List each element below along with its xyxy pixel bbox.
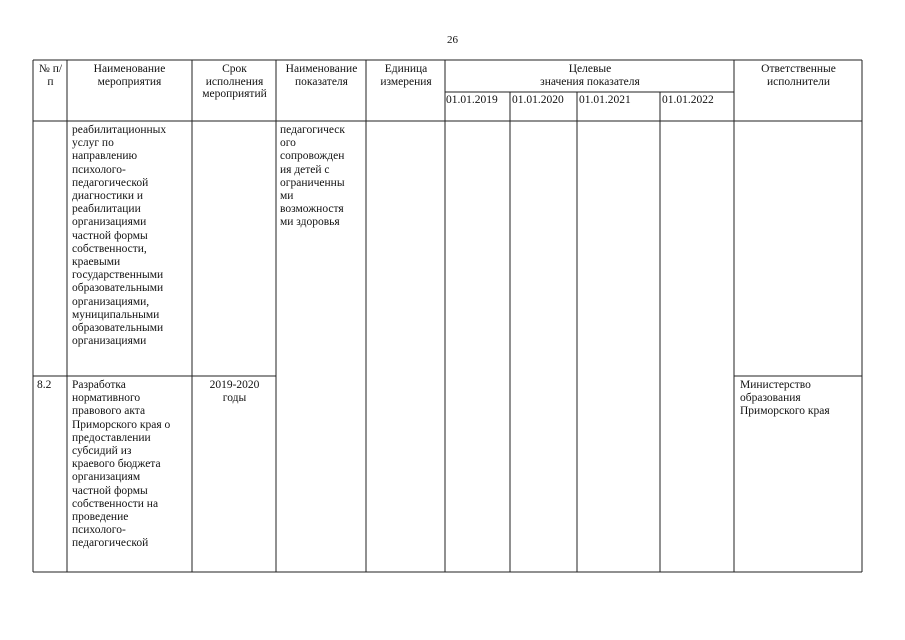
header-activity: Наименование мероприятия	[93, 63, 166, 88]
header-num: № п/ п	[38, 63, 63, 88]
year-2020: 01.01.2020	[512, 94, 564, 106]
row2-responsible: Министерство образования Приморского края	[740, 379, 830, 418]
row2-term: 2019-2020 годы	[209, 379, 260, 405]
row2-num: 8.2	[37, 379, 52, 391]
year-2022: 01.01.2022	[662, 94, 714, 106]
header-targets: Целевые значения показателя	[540, 63, 640, 88]
page-number: 26	[447, 34, 458, 46]
row1-activity: реабилитационных услуг по направлению психолого- педагогической диагностики и реабилитации организациями частной формы собственности, краевыми государственными образовательными организациями, муниципальными образовательными организациями	[72, 124, 167, 348]
year-2021: 01.01.2021	[579, 94, 631, 106]
row2-activity: Разработка нормативного правового акта Приморского края о предоставлении субсидий из краевого бюджета организациям частной формы собственности на проведение психолого- педагогической	[72, 379, 171, 550]
header-responsible: Ответственные исполнители	[761, 63, 836, 88]
header-term: Срок исполнения мероприятий	[202, 63, 267, 100]
row1-indicator: педагогическ ого сопровожден ия детей с ограниченны ми возможностя ми здоровья	[280, 124, 345, 229]
year-2019: 01.01.2019	[446, 94, 498, 106]
header-unit: Единица измерения	[380, 63, 432, 88]
header-indicator: Наименование показателя	[285, 63, 358, 88]
